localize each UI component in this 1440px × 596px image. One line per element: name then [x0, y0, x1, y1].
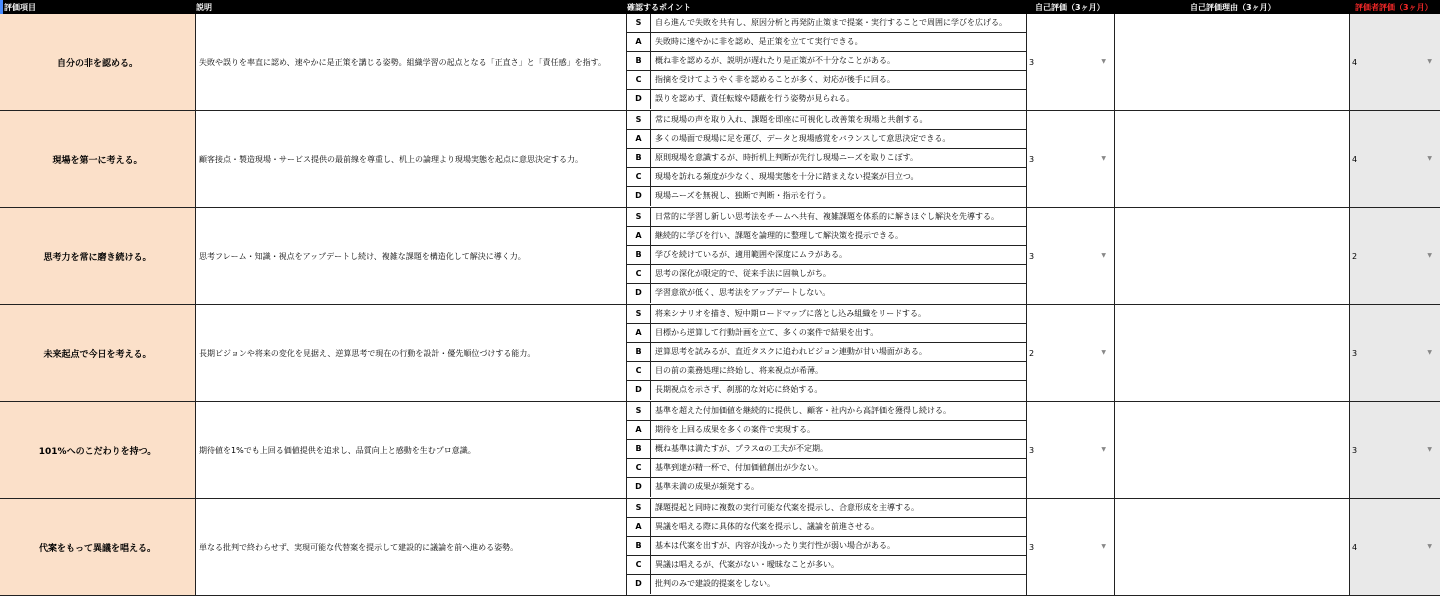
grade-label: S [627, 111, 651, 129]
point-row[interactable] [627, 130, 1026, 149]
self-eval-value: 3 [1029, 542, 1035, 552]
point-text: 失敗時に速やかに非を認め、是正策を立てて実行できる。 [655, 37, 863, 46]
grade-label: C [627, 71, 651, 89]
item-cell[interactable]: 代案をもって異議を唱える。 [0, 499, 196, 595]
grade-label: D [627, 90, 651, 109]
point-text: 現場ニーズを無視し、独断で判断・指示を行う。 [655, 191, 831, 200]
grade-label: C [627, 362, 651, 380]
self-eval-reason-cell[interactable] [1115, 402, 1350, 498]
point-row[interactable] [627, 381, 1026, 400]
self-eval-dropdown[interactable] [1027, 402, 1115, 498]
grade-label: C [627, 168, 651, 186]
point-text: 基準を超えた付加価値を継続的に提供し、顧客・社内から高評価を獲得し続ける。 [655, 406, 951, 415]
evaluator-eval-value: 3 [1352, 445, 1358, 455]
self-eval-reason-cell[interactable] [1115, 499, 1350, 595]
point-row[interactable] [627, 90, 1026, 109]
points-cell [627, 499, 1027, 595]
item-cell[interactable]: 101%へのこだわりを持つ。 [0, 402, 196, 498]
item-cell[interactable]: 現場を第一に考える。 [0, 111, 196, 207]
point-text: 学習意欲が低く、思考法をアップデートしない。 [655, 288, 831, 297]
point-text: 思考の深化が限定的で、従来手法に固執しがち。 [655, 269, 831, 278]
point-row[interactable] [627, 71, 1026, 90]
description-cell[interactable]: 期待値を1%でも上回る価値提供を追求し、品質向上と感動を生むプロ意識。 [196, 402, 627, 498]
point-text: 継続的に学びを行い、課題を論理的に整理して解決策を提示できる。 [655, 231, 903, 240]
evaluator-eval-value: 4 [1352, 57, 1358, 67]
self-eval-value: 3 [1029, 57, 1035, 67]
header-item[interactable]: 評価項目 [4, 3, 36, 12]
chevron-down-icon[interactable]: ▼ [1101, 446, 1106, 453]
points-cell [627, 14, 1027, 110]
evaluator-eval-dropdown[interactable] [1350, 402, 1440, 498]
grade-label: S [627, 208, 651, 226]
table-row [0, 499, 1440, 596]
chevron-down-icon[interactable]: ▼ [1427, 155, 1432, 162]
description-cell[interactable]: 顧客接点・製造現場・サービス提供の最前線を尊重し、机上の論理より現場実態を起点に意思決定する力。 [196, 111, 627, 207]
self-eval-value: 3 [1029, 154, 1035, 164]
grade-label: B [627, 440, 651, 458]
point-text: 基準未満の成果が頻発する。 [655, 482, 759, 491]
point-text: 課題提起と同時に複数の実行可能な代案を提示し、合意形成を主導する。 [655, 503, 919, 512]
grade-label: C [627, 265, 651, 283]
self-eval-value: 3 [1029, 251, 1035, 261]
point-text: 目の前の業務処理に終始し、将来視点が希薄。 [655, 366, 823, 375]
grade-label: C [627, 556, 651, 574]
grade-label: D [627, 478, 651, 497]
chevron-down-icon[interactable]: ▼ [1427, 543, 1432, 550]
evaluator-eval-value: 2 [1352, 251, 1358, 261]
self-eval-reason-cell[interactable] [1115, 111, 1350, 207]
self-eval-value: 2 [1029, 348, 1035, 358]
point-row[interactable] [627, 499, 1026, 518]
point-text: 常に現場の声を取り入れ、課題を即座に可視化し改善策を現場と共創する。 [655, 115, 928, 124]
description-cell[interactable]: 思考フレーム・知識・視点をアップデートし続け、複雑な課題を構造化して解決に導く力。 [196, 208, 627, 304]
point-text: 基準到達が精一杯で、付加価値創出が少ない。 [655, 463, 823, 472]
evaluator-eval-value: 3 [1352, 348, 1358, 358]
chevron-down-icon[interactable]: ▼ [1101, 252, 1106, 259]
points-cell [627, 305, 1027, 401]
point-text: 指摘を受けてようやく非を認めることが多く、対応が後手に回る。 [655, 75, 895, 84]
point-row[interactable] [627, 362, 1026, 381]
self-eval-reason-cell[interactable] [1115, 305, 1350, 401]
points-cell [627, 402, 1027, 498]
grade-label: A [627, 33, 651, 51]
point-text: 目標から逆算して行動計画を立て、多くの案件で結果を出す。 [655, 328, 879, 337]
description-cell[interactable]: 長期ビジョンや将来の変化を見据え、逆算思考で現在の行動を設計・優先順位づけする能力。 [196, 305, 627, 401]
point-text: 自ら進んで失敗を共有し、原因分析と再発防止策まで提案・実行することで周囲に学びを広げる。 [655, 18, 1007, 27]
header-eval[interactable]: 評価者評価（3ヶ月） [1355, 3, 1433, 12]
point-row[interactable] [627, 111, 1026, 130]
description-cell[interactable]: 失敗や誤りを率直に認め、速やかに是正策を講じる姿勢。組織学習の起点となる「正直さ」と「責任感」を指す。 [196, 14, 627, 110]
table-row [0, 402, 1440, 499]
point-row[interactable] [627, 556, 1026, 575]
grade-label: A [627, 324, 651, 342]
points-cell [627, 208, 1027, 304]
point-text: 基本は代案を出すが、内容が浅かったり実行性が弱い場合がある。 [655, 541, 895, 550]
point-text: 逆算思考を試みるが、直近タスクに追われビジョン連動が甘い場面がある。 [655, 347, 927, 356]
point-row[interactable] [627, 52, 1026, 71]
evaluator-eval-value: 4 [1352, 542, 1358, 552]
point-text: 学びを続けているが、適用範囲や深度にムラがある。 [655, 250, 847, 259]
self-eval-dropdown[interactable] [1027, 305, 1115, 401]
point-text: 長期視点を示さず、刹那的な対応に終始する。 [655, 385, 823, 394]
grade-label: A [627, 421, 651, 439]
chevron-down-icon[interactable]: ▼ [1427, 252, 1432, 259]
table-row [0, 14, 1440, 111]
point-row[interactable] [627, 421, 1026, 440]
grade-label: S [627, 14, 651, 32]
self-eval-value: 3 [1029, 445, 1035, 455]
point-row[interactable] [627, 149, 1026, 168]
evaluator-eval-dropdown[interactable] [1350, 499, 1440, 595]
self-eval-dropdown[interactable] [1027, 499, 1115, 595]
grade-label: B [627, 149, 651, 167]
point-row[interactable] [627, 537, 1026, 556]
point-text: 誤りを認めず、責任転嫁や隠蔽を行う姿勢が見られる。 [655, 94, 855, 103]
point-row[interactable] [627, 33, 1026, 52]
table-row [0, 305, 1440, 402]
point-text: 期待を上回る成果を多くの案件で実現する。 [655, 425, 815, 434]
point-row[interactable] [627, 227, 1026, 246]
item-cell[interactable]: 自分の非を認める。 [0, 14, 196, 110]
point-text: 異議を唱える際に具体的な代案を提示し、議論を前進させる。 [655, 522, 879, 531]
grade-label: S [627, 305, 651, 323]
point-row[interactable] [627, 284, 1026, 303]
point-row[interactable] [627, 187, 1026, 206]
header-self[interactable]: 自己評価（3ヶ月） [1035, 3, 1105, 12]
selection-corner[interactable] [0, 0, 3, 14]
point-row[interactable] [627, 305, 1026, 324]
evaluator-eval-value: 4 [1352, 154, 1358, 164]
grade-label: A [627, 518, 651, 536]
item-cell[interactable]: 思考力を常に磨き続ける。 [0, 208, 196, 304]
self-eval-dropdown[interactable] [1027, 14, 1115, 110]
chevron-down-icon[interactable]: ▼ [1101, 58, 1106, 65]
grade-label: B [627, 52, 651, 70]
description-cell[interactable]: 単なる批判で終わらせず、実現可能な代替案を提示して建設的に議論を前へ進める姿勢。 [196, 499, 627, 595]
grade-label: S [627, 402, 651, 420]
self-eval-reason-cell[interactable] [1115, 14, 1350, 110]
point-row[interactable] [627, 440, 1026, 459]
points-cell [627, 111, 1027, 207]
grade-label: D [627, 187, 651, 206]
grade-label: S [627, 499, 651, 517]
evaluator-eval-dropdown[interactable] [1350, 14, 1440, 110]
chevron-down-icon[interactable]: ▼ [1101, 543, 1106, 550]
header-row [0, 0, 1440, 14]
point-row[interactable] [627, 459, 1026, 478]
point-text: 異議は唱えるが、代案がない・曖昧なことが多い。 [655, 560, 839, 569]
chevron-down-icon[interactable]: ▼ [1101, 349, 1106, 356]
point-row[interactable] [627, 324, 1026, 343]
chevron-down-icon[interactable]: ▼ [1427, 446, 1432, 453]
self-eval-dropdown[interactable] [1027, 111, 1115, 207]
point-row[interactable] [627, 265, 1026, 284]
point-text: 概ね非を認めるが、説明が遅れたり是正策が不十分なことがある。 [655, 56, 895, 65]
chevron-down-icon[interactable]: ▼ [1427, 58, 1432, 65]
header-points[interactable]: 確認するポイント [627, 3, 691, 12]
point-row[interactable] [627, 246, 1026, 265]
point-text: 将来シナリオを描き、短中期ロードマップに落とし込み組織をリードする。 [655, 309, 927, 318]
grade-label: B [627, 246, 651, 264]
grade-label: B [627, 343, 651, 361]
point-text: 概ね基準は満たすが、プラスαの工夫が不定期。 [655, 444, 829, 453]
point-text: 批判のみで建設的提案をしない。 [655, 579, 775, 588]
point-row[interactable] [627, 402, 1026, 421]
point-text: 多くの場面で現場に足を運び、データと現場感覚をバランスして意思決定できる。 [655, 134, 951, 143]
chevron-down-icon[interactable]: ▼ [1427, 349, 1432, 356]
evaluator-eval-dropdown[interactable] [1350, 305, 1440, 401]
grade-label: D [627, 575, 651, 594]
table-row [0, 208, 1440, 305]
point-row[interactable] [627, 14, 1026, 33]
grade-label: A [627, 130, 651, 148]
point-row[interactable] [627, 478, 1026, 497]
grade-label: C [627, 459, 651, 477]
grade-label: D [627, 284, 651, 303]
header-reason[interactable]: 自己評価理由（3ヶ月） [1190, 3, 1276, 12]
chevron-down-icon[interactable]: ▼ [1101, 155, 1106, 162]
point-row[interactable] [627, 575, 1026, 594]
point-row[interactable] [627, 518, 1026, 537]
point-row[interactable] [627, 168, 1026, 187]
grade-label: B [627, 537, 651, 555]
evaluator-eval-dropdown[interactable] [1350, 208, 1440, 304]
grade-label: D [627, 381, 651, 400]
point-text: 現場を訪れる頻度が少なく、現場実態を十分に踏まえない提案が目立つ。 [655, 172, 919, 181]
header-desc[interactable]: 説明 [196, 3, 212, 12]
self-eval-dropdown[interactable] [1027, 208, 1115, 304]
item-cell[interactable]: 未来起点で今日を考える。 [0, 305, 196, 401]
self-eval-reason-cell[interactable] [1115, 208, 1350, 304]
point-row[interactable] [627, 208, 1026, 227]
grade-label: A [627, 227, 651, 245]
point-text: 原則現場を意識するが、時折机上判断が先行し現場ニーズを取りこぼす。 [655, 153, 918, 162]
point-row[interactable] [627, 343, 1026, 362]
evaluator-eval-dropdown[interactable] [1350, 111, 1440, 207]
point-text: 日常的に学習し新しい思考法をチームへ共有、複雑課題を体系的に解きほぐし解決を先導する。 [655, 212, 999, 221]
table-row [0, 111, 1440, 208]
